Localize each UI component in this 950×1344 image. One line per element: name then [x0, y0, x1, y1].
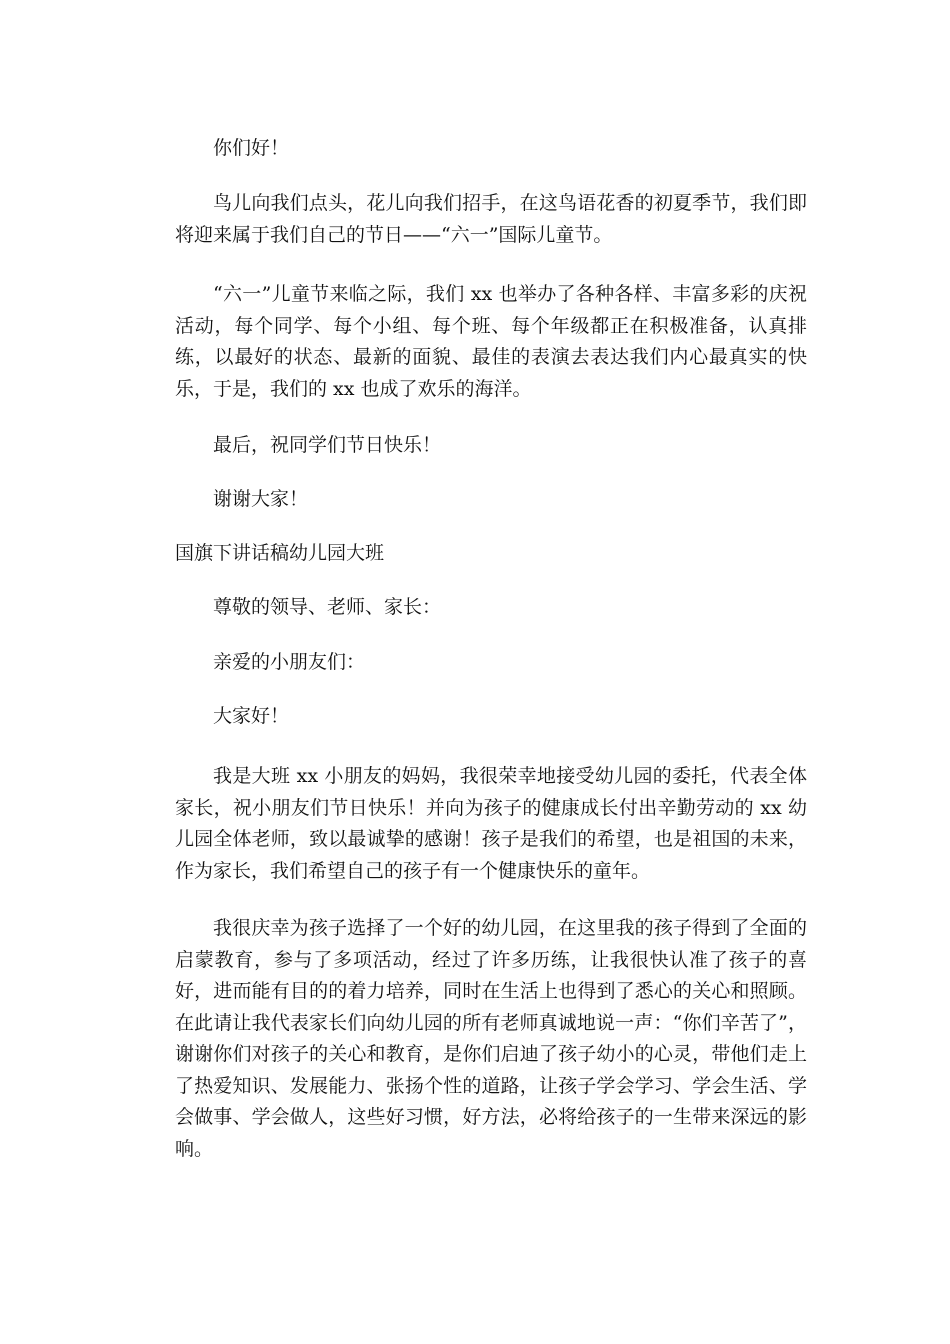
greeting-everyone: 大家好！	[213, 705, 290, 727]
thanks-line: 谢谢大家！	[213, 488, 309, 510]
closing-wish-line: 最后，祝同学们节日快乐！	[213, 434, 442, 456]
salutation-leaders: 尊敬的领导、老师、家长：	[213, 596, 442, 618]
greeting-line: 你们好！	[213, 137, 290, 159]
paragraph-gratitude: 我很庆幸为孩子选择了一个好的幼儿园，在这里我的孩子得到了全面的启蒙教育，参与了多项活动，经过了许多历练，让我很快认准了孩子的喜好，进而能有目的的着力培养，同时在生活上也得到了悉心的关心和照顾。在此请让我代表家长们向幼儿园的所有老师真诚地说一声：“你们辛苦了”，谢谢你们对孩子的关心和教育，是你们启迪了孩子幼小的心灵，带他们走上了热爱知识、发展能力、张扬个性的道路，让孩子学会学习、学会生活、学会做事、学会做人，这些好习惯，好方法，必将给孩子的一生带来深远的影响。	[175, 917, 807, 1160]
paragraph-celebration: “六一”儿童节来临之际，我们 xx 也举办了各种各样、丰富多彩的庆祝活动，每个同学、每个小组、每个班、每个年级都正在积极准备，认真排练，以最好的状态、最新的面貌、最佳的表演去表达我们内心最真实的快乐，于是，我们的 xx 也成了欢乐的海洋。	[175, 283, 807, 400]
salutation-children: 亲爱的小朋友们：	[213, 651, 366, 673]
paragraph-birds: 鸟儿向我们点头，花儿向我们招手，在这鸟语花香的初夏季节，我们即将迎来属于我们自己的节日——“六一”国际儿童节。	[175, 192, 807, 246]
section-title: 国旗下讲话稿幼儿园大班	[175, 542, 385, 564]
paragraph-parent-intro: 我是大班 xx 小朋友的妈妈，我很荣幸地接受幼儿园的委托，代表全体家长，祝小朋友们节日快乐！并向为孩子的健康成长付出辛勤劳动的 xx 幼儿园全体老师，致以最诚挚的感谢！孩子是我们的希望，也是祖国的未来，作为家长，我们希望自己的孩子有一个健康快乐的童年。	[175, 765, 807, 882]
